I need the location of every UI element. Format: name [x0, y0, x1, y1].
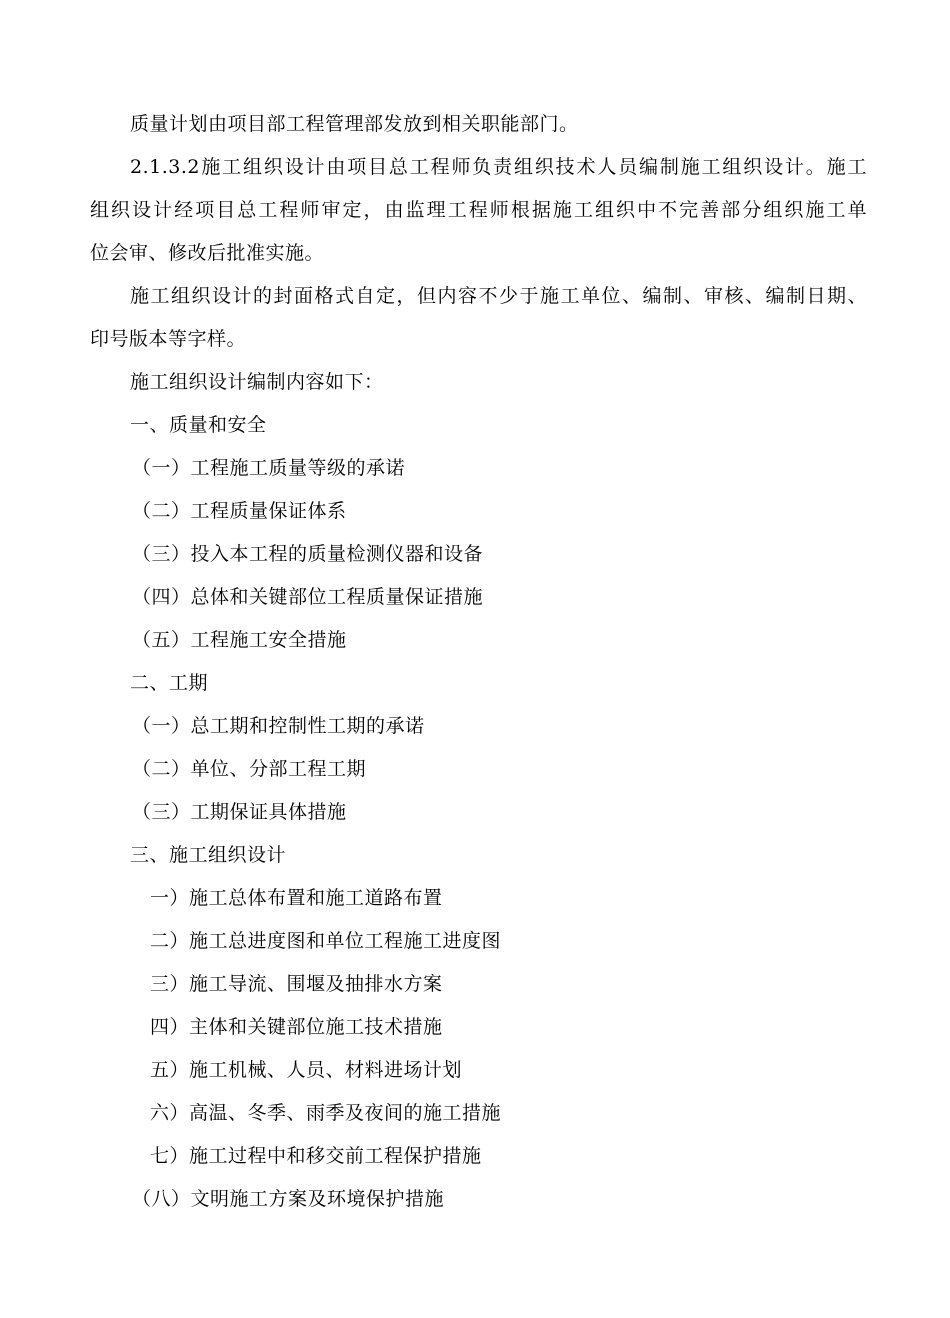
outline-item: 七）施工过程中和移交前工程保护措施: [150, 1145, 482, 1167]
outline-item: （四）总体和关键部位工程质量保证措施: [132, 586, 484, 608]
outline-item: （一）工程施工质量等级的承诺: [132, 457, 406, 479]
paragraph-2-1-3-2-line2: 组织设计经项目总工程师审定，由监理工程师根据施工组织中不完善部分组织施工单: [90, 199, 867, 221]
outline-item: 三）施工导流、围堰及抽排水方案: [150, 973, 443, 995]
paragraph-contents-intro: 施工组织设计编制内容如下：: [130, 371, 384, 393]
outline-item: （一）总工期和控制性工期的承诺: [132, 715, 425, 737]
outline-item: （五）工程施工安全措施: [132, 629, 347, 651]
paragraph-cover-format-line2: 印号版本等字样。: [90, 328, 247, 350]
paragraph-cover-format-line1: 施工组织设计的封面格式自定，但内容不少于施工单位、编制、审核、编制日期、: [130, 285, 867, 307]
paragraph-2-1-3-2-line1: 2.1.3.2施工组织设计由项目总工程师负责组织技术人员编制施工组织设计。施工: [130, 156, 867, 178]
outline-item: 一）施工总体布置和施工道路布置: [150, 887, 443, 909]
outline-item: （二）单位、分部工程工期: [132, 758, 367, 780]
outline-item: （二）工程质量保证体系: [132, 500, 347, 522]
outline-item: 二）施工总进度图和单位工程施工进度图: [150, 930, 502, 952]
outline-item: 六）高温、冬季、雨季及夜间的施工措施: [150, 1102, 502, 1124]
section-heading-quality-safety: 一、质量和安全: [130, 414, 267, 436]
outline-item: 五）施工机械、人员、材料进场计划: [150, 1059, 463, 1081]
paragraph-2-1-3-2-line3: 位会审、修改后批准实施。: [90, 242, 325, 264]
outline-item: （三）投入本工程的质量检测仪器和设备: [132, 543, 484, 565]
section-heading-schedule: 二、工期: [130, 672, 209, 694]
outline-item: 四）主体和关键部位施工技术措施: [150, 1016, 443, 1038]
paragraph-quality-plan: 质量计划由项目部工程管理部发放到相关职能部门。: [130, 113, 579, 135]
section-heading-construction-design: 三、施工组织设计: [130, 844, 287, 866]
outline-item: （八）文明施工方案及环境保护措施: [132, 1188, 445, 1210]
outline-item: （三）工期保证具体措施: [132, 801, 347, 823]
